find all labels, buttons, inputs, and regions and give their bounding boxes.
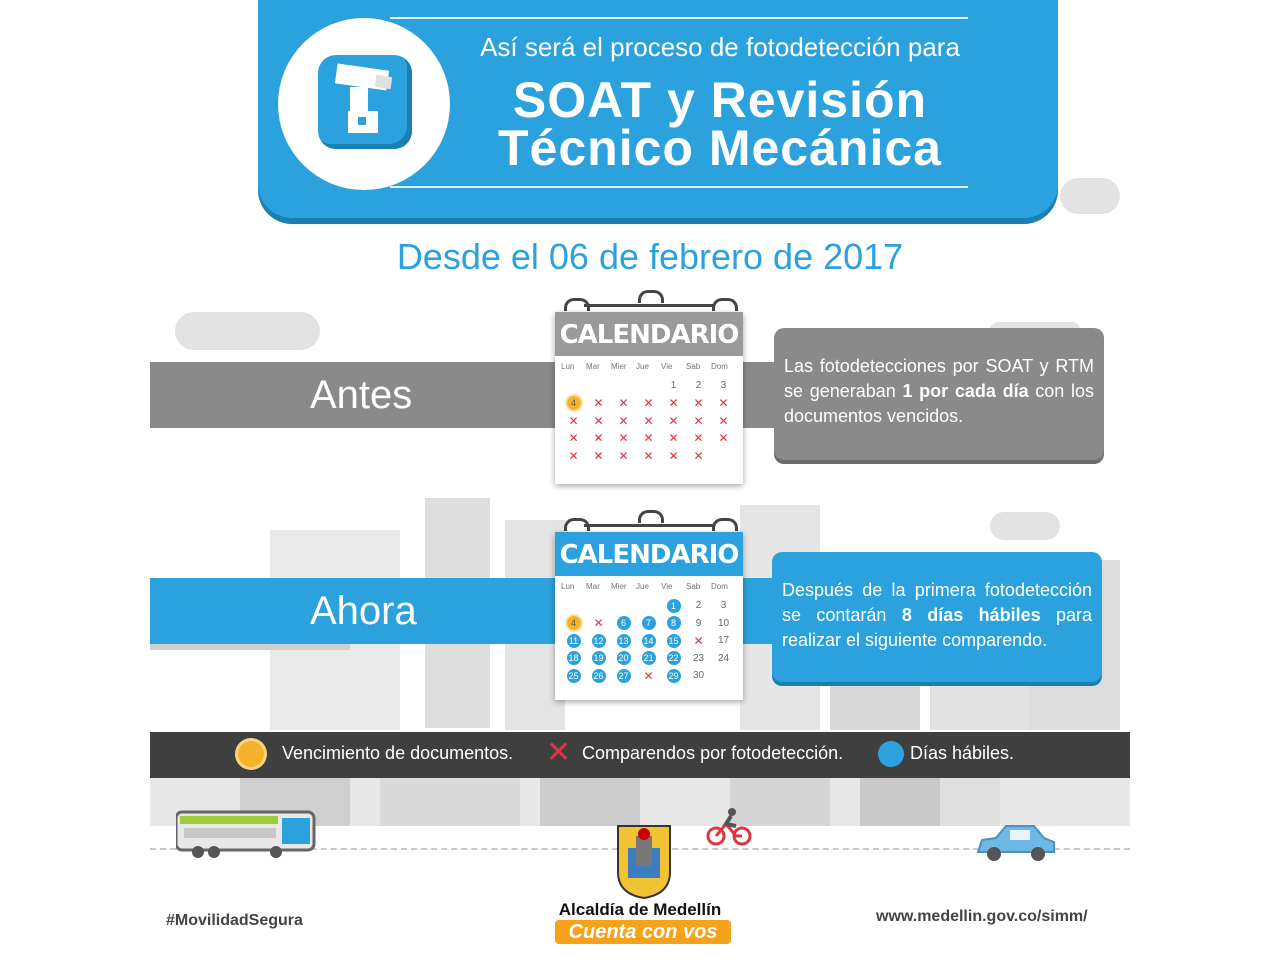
calendar-day	[561, 597, 586, 615]
antes-calendar-title: CALENDARIO	[555, 312, 743, 356]
calendar-day: ✕	[718, 413, 729, 428]
calendar-day: ✕	[643, 396, 654, 411]
cloud	[990, 512, 1060, 540]
ahora-weekday-row	[555, 582, 743, 591]
weekday-label: Mar	[586, 362, 600, 371]
calendar-day: 25	[568, 670, 579, 681]
ahora-info-bold: 8 días hábiles	[901, 605, 1041, 625]
calendar-day: 1	[661, 597, 686, 615]
bus-icon	[176, 808, 316, 865]
calendar-day: 7	[636, 615, 661, 633]
calendar-day	[586, 597, 611, 615]
header-subtitle: Así será el proceso de fotodetección para	[480, 32, 960, 62]
header-divider-bottom	[390, 186, 968, 188]
calendar-day: ✕	[618, 396, 629, 411]
calendar-day: 23	[692, 652, 705, 664]
ahora-band	[150, 578, 560, 644]
cloud	[175, 312, 320, 350]
calendar-day: 12	[593, 635, 604, 646]
calendar-day: 4	[561, 395, 586, 413]
legend-fine-label: Comparendos por fotodetección.	[582, 743, 844, 763]
calendar-day: 6	[611, 615, 636, 633]
legend-bar	[150, 732, 1130, 778]
cross-icon: ✕	[546, 736, 572, 769]
cloud	[1060, 178, 1120, 214]
calendar-day: ✕	[668, 396, 679, 411]
calendar-day: 27	[618, 670, 629, 681]
blue-dot-icon	[878, 741, 904, 767]
calendar-day: 29	[668, 670, 679, 681]
antes-info-bold: 1 por cada día	[902, 381, 1029, 401]
cyclist-icon	[706, 806, 752, 851]
weekday-label: Mar	[586, 582, 600, 591]
calendar-day: ✕	[693, 448, 704, 463]
weekday-label: Lun	[561, 362, 575, 371]
weekday-label: Jue	[636, 362, 649, 371]
sun-icon	[238, 741, 264, 767]
calendar-day: 11	[561, 632, 586, 650]
calendar-day: 30	[692, 670, 705, 682]
website-url: www.medellin.gov.co/simm/	[876, 908, 1088, 925]
calendar-day: 15	[668, 635, 679, 646]
calendar-day: 18	[568, 653, 579, 664]
weekday-label: Dom	[711, 362, 728, 371]
weekday-label: Dom	[711, 582, 728, 591]
legend-expiry-label: Vencimiento de documentos.	[282, 743, 514, 763]
header-title-line1: SOAT y Revisión	[512, 72, 928, 128]
calendar-day	[586, 377, 611, 395]
calendar-day: ✕	[718, 396, 729, 411]
calendar-day: 19	[593, 653, 604, 664]
weekday-label: Sab	[686, 362, 701, 371]
calendar-day: 20	[618, 653, 629, 664]
calendar-day: 26	[593, 670, 604, 681]
calendar-day: 2	[695, 600, 702, 612]
org-name: Alcaldía de Medellín	[558, 900, 722, 919]
calendar-day	[561, 377, 586, 395]
calendar-day: ✕	[593, 413, 604, 428]
antes-label: Antes	[310, 373, 413, 417]
calendar-day: ✕	[693, 431, 704, 446]
weekday-label: Jue	[636, 582, 649, 591]
calendar-day: 24	[717, 652, 730, 664]
weekday-label: Mier	[611, 362, 627, 371]
weekday-label: Vie	[661, 582, 673, 591]
header-title	[430, 72, 1010, 176]
calendar-day: ✕	[668, 448, 679, 463]
calendar-day: 3	[720, 600, 727, 612]
calendar-day: ✕	[618, 413, 629, 428]
ahora-calendar	[555, 532, 743, 700]
calendar-day: ✕	[643, 413, 654, 428]
calendar-day: ✕	[643, 668, 654, 683]
header-divider-top	[390, 17, 968, 19]
calendar-day: ✕	[643, 448, 654, 463]
calendar-day: 13	[618, 635, 629, 646]
calendar-day: ✕	[568, 431, 579, 446]
antes-day-grid	[555, 377, 743, 465]
calendar-day: ✕	[693, 413, 704, 428]
calendar-day: ✕	[693, 396, 704, 411]
slogan: Cuenta con vos	[555, 920, 731, 944]
hashtag: #MovilidadSegura	[166, 912, 303, 929]
calendar-day: ✕	[593, 616, 604, 631]
calendar-day: 17	[717, 635, 730, 647]
ahora-label: Ahora	[310, 589, 417, 633]
calendar-day	[611, 377, 636, 395]
calendar-day	[636, 377, 661, 395]
calendar-day: 21	[643, 653, 654, 664]
ahora-day-grid	[555, 597, 743, 685]
calendar-day: 14	[643, 635, 654, 646]
city-coat-of-arms-icon	[614, 822, 674, 900]
weekday-label: Mier	[611, 582, 627, 591]
calendar-day: ✕	[718, 431, 729, 446]
calendar-day: 4	[561, 615, 586, 633]
calendar-day: ✕	[618, 431, 629, 446]
antes-info-box	[774, 328, 1104, 460]
antes-band	[150, 362, 560, 428]
car-icon	[974, 822, 1058, 869]
start-date: Desde el 06 de febrero de 2017	[396, 236, 904, 277]
calendar-day: ✕	[643, 431, 654, 446]
calendar-day: ✕	[693, 633, 704, 648]
antes-calendar	[555, 312, 743, 484]
calendar-day	[611, 597, 636, 615]
weekday-label: Vie	[661, 362, 673, 371]
calendar-day: ✕	[593, 431, 604, 446]
calendar-day: ✕	[668, 413, 679, 428]
calendar-day: ✕	[593, 448, 604, 463]
antes-weekday-row	[555, 362, 743, 371]
calendar-day: 2	[695, 380, 702, 392]
calendar-day: 1	[670, 380, 677, 392]
ahora-info-text-end: para realizar el siguiente comparendo.	[782, 605, 1093, 650]
calendar-day: 10	[717, 617, 730, 629]
weekday-label: Lun	[561, 582, 575, 591]
calendar-day: 22	[668, 653, 679, 664]
legend-workday-label: Días hábiles.	[910, 743, 1015, 763]
calendar-day: ✕	[618, 448, 629, 463]
header-title-line2: Técnico Mecánica	[498, 120, 942, 176]
calendar-day: 8	[661, 615, 686, 633]
calendar-day: ✕	[568, 413, 579, 428]
ahora-info-box	[772, 552, 1102, 682]
ahora-calendar-title: CALENDARIO	[555, 532, 743, 576]
calendar-day: 3	[720, 380, 727, 392]
weekday-label: Sab	[686, 582, 701, 591]
antes-info-text: Las fotodetecciones por SOAT y RTM se generaban	[784, 356, 1094, 401]
antes-info-text-end: con los documentos vencidos.	[784, 381, 1094, 426]
calendar-day: ✕	[668, 431, 679, 446]
calendar-day: ✕	[568, 448, 579, 463]
calendar-day: ✕	[593, 396, 604, 411]
calendar-day: 9	[695, 617, 702, 629]
calendar-day	[636, 597, 661, 615]
camera-icon	[318, 55, 412, 149]
ahora-info-text: Después de la primera fotodetección se contarán	[782, 580, 1092, 625]
